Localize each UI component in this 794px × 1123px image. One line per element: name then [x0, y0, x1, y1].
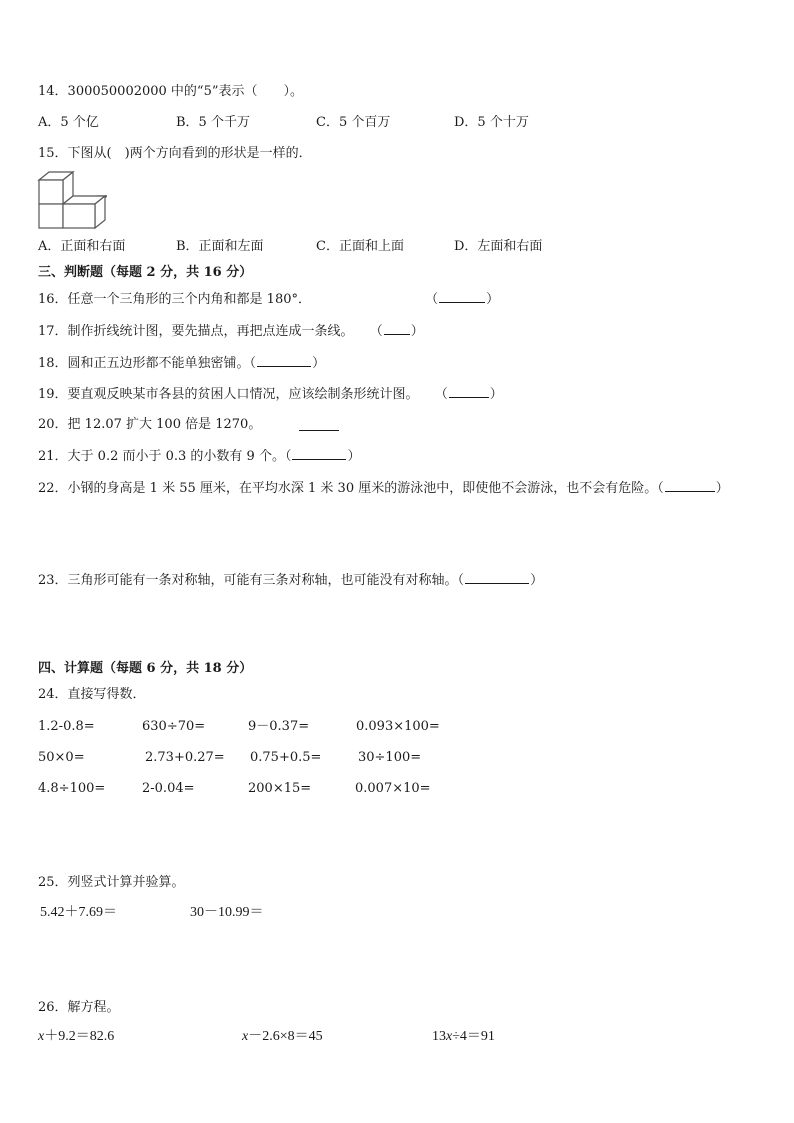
q22-paren-open: （	[657, 481, 664, 496]
q26-eq-3	[432, 1028, 495, 1046]
q24-item: 9－0.37=	[248, 719, 310, 734]
q24-item: 2.73+0.27=	[145, 750, 225, 765]
q24-item: 200×15=	[248, 781, 312, 796]
q22-text: 22．小钢的身高是 1 米 55 厘米，在平均水深 1 米 30 厘米的游泳池中，即使他不会游泳，也不会有危险。	[38, 481, 658, 496]
variable-x: x	[446, 1029, 453, 1044]
section3-title: 三、判断题（每题 2 分，共 16 分）	[38, 265, 253, 280]
q25-expr-1: 5.42＋7.69＝	[40, 905, 117, 920]
q14-option-c: C．5 个百万	[316, 115, 391, 130]
q19-text: 19．要直观反映某市各县的贫困人口情况，应该绘制条形统计图。	[38, 387, 419, 402]
q24-stem: 24．直接写得数．	[38, 687, 146, 702]
cube-stack-figure	[37, 170, 107, 232]
q15-option-c: C．正面和上面	[316, 239, 404, 254]
q17-answer-blank[interactable]	[384, 322, 410, 335]
q18-answer-blank[interactable]	[257, 354, 311, 367]
section4-title: 四、计算题（每题 6 分，共 18 分）	[38, 661, 253, 676]
q15-option-b: B．正面和左面	[176, 239, 264, 254]
q24-item: 0.007×10=	[355, 781, 431, 796]
variable-x: x	[242, 1029, 249, 1044]
q20	[38, 416, 261, 434]
q15-stem: 15．下图从( )两个方向看到的形状是一样的．	[38, 146, 312, 161]
q24-item: 0.093×100=	[356, 719, 440, 734]
variable-x: x	[38, 1029, 45, 1044]
q23-answer-blank[interactable]	[465, 571, 529, 584]
q14-stem: 14．300050002000 中的“5”表示（ ）。	[38, 84, 303, 99]
q17	[38, 322, 424, 341]
q16-paren-open: （	[425, 292, 439, 307]
q23-paren-open: （	[457, 573, 465, 588]
q14-option-d: D．5 个十万	[454, 115, 529, 130]
q14-option-b: B．5 个千万	[176, 115, 250, 130]
q26-eq-3-rest: ÷4＝91	[452, 1029, 495, 1044]
q26-stem: 26．解方程。	[38, 1000, 120, 1015]
q21-paren-close: ）	[347, 449, 361, 464]
q18	[38, 354, 325, 373]
q22-answer-blank[interactable]	[665, 479, 715, 492]
q20-text: 20．把 12.07 扩大 100 倍是 1270。	[38, 417, 262, 432]
q24-item: 0.75+0.5=	[250, 750, 322, 765]
q24-item: 4.8÷100=	[38, 781, 106, 796]
q18-paren-close: ）	[312, 356, 326, 371]
q21-paren-open: （	[284, 449, 292, 464]
q25-expr-2: 30－10.99＝	[190, 905, 264, 920]
q18-paren-open: （	[249, 356, 257, 371]
q23-paren-close: ）	[530, 573, 544, 588]
q25-stem: 25．列竖式计算并验算。	[38, 875, 185, 890]
q23	[38, 571, 543, 590]
q24-item: 630÷70=	[142, 719, 206, 734]
q24-item: 30÷100=	[358, 750, 422, 765]
q26-eq-3-coef: 13	[432, 1029, 446, 1044]
q21-answer-blank[interactable]	[292, 447, 346, 460]
q26-eq-1-rest: ＋9.2＝82.6	[44, 1029, 115, 1044]
q17-paren-open: （	[369, 324, 383, 339]
q19-paren-open: （	[434, 387, 448, 402]
q23-text: 23．三角形可能有一条对称轴，可能有三条对称轴，也可能没有对称轴。	[38, 573, 458, 588]
q24-item: 50×0=	[38, 750, 85, 765]
q21	[38, 447, 361, 466]
q16-answer-blank[interactable]	[439, 290, 485, 303]
q24-item: 2-0.04=	[142, 781, 195, 796]
q19-paren-close: ）	[489, 387, 503, 402]
q22	[38, 479, 729, 498]
q22-paren-close: ）	[715, 481, 729, 496]
q14-option-a: A．5 个亿	[38, 115, 99, 130]
q19-answer-blank[interactable]	[449, 385, 489, 398]
q26-eq-2	[242, 1028, 323, 1046]
q16-paren-close: ）	[486, 292, 500, 307]
q16	[38, 290, 499, 309]
q16-text: 16．任意一个三角形的三个内角和都是 180°．	[38, 292, 311, 307]
q17-paren-close: ）	[410, 324, 424, 339]
q26-eq-1	[38, 1028, 114, 1046]
q17-text: 17．制作折线统计图，要先描点，再把点连成一条线。	[38, 324, 354, 339]
q24-item: 1.2-0.8=	[38, 719, 95, 734]
q15-option-a: A．正面和右面	[38, 239, 126, 254]
q15-option-d: D．左面和右面	[454, 239, 543, 254]
q18-text: 18．圆和正五边形都不能单独密铺。	[38, 356, 250, 371]
q19	[38, 385, 503, 404]
q26-eq-2-rest: －2.6×8＝45	[248, 1029, 323, 1044]
q20-answer-blank[interactable]	[299, 418, 339, 431]
q21-text: 21．大于 0.2 而小于 0.3 的小数有 9 个。	[38, 449, 285, 464]
